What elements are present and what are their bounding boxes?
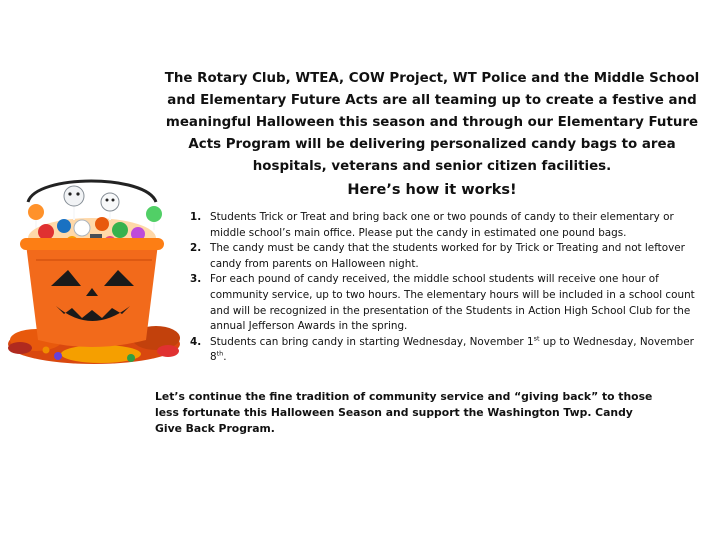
step-text: The candy must be candy that the students worked for by Trick or Treating and not leftover candy from parents on Halloween night. — [210, 242, 685, 270]
step-item — [190, 335, 695, 366]
bucket-handle-icon — [28, 181, 156, 202]
step-text-start-date: Students can bring candy in starting Wednesday, November 1 — [210, 335, 534, 348]
step-number: 3. — [190, 273, 202, 286]
step-item — [190, 210, 695, 241]
step-text-end-date: up to Wednesday, November 8 — [210, 335, 694, 364]
step-number: 2. — [190, 242, 202, 255]
step-number: 1. — [190, 211, 202, 223]
candy-bucket-illustration — [6, 168, 181, 368]
step-number: 4. — [190, 335, 202, 348]
steps-list — [190, 210, 695, 366]
step-text: Students Trick or Treat and bring back one or two pounds of candy to their elementary or middle school’s main office. Please put the candy in estimated one pound bags. — [210, 211, 674, 239]
jack-o-lantern-bucket-icon — [20, 238, 164, 347]
intro-paragraph: The Rotary Club, WTEA, COW Project, WT Police and the Middle School and Elementary Future Acts are all teaming up to create a festive and meaningful Halloween this season and through our Elementary Future Acts Program will be delivering personalized candy bags to area hospitals, veterans and senior citizen facilities. — [164, 71, 700, 174]
step-item — [190, 272, 695, 334]
step-text-period: . — [223, 351, 227, 364]
ordinal-suffix: th — [216, 349, 224, 358]
step-text: For each pound of candy received, the middle school students will receive one hour of community service, up to two hours. The elementary hours will be included in a school count and will be recognized in the presentation of the Students in Action High School Club for the annual Jefferson Awards in the spring. — [210, 273, 695, 333]
how-it-works-heading: Here’s how it works! — [347, 182, 517, 198]
step-item — [190, 241, 695, 272]
closing-paragraph: Let’s continue the fine tradition of community service and “giving back” to those less fortunate this Halloween Season and support the Washington Twp. Candy Give Back Program. — [155, 390, 653, 435]
ordinal-suffix: st — [533, 334, 540, 343]
